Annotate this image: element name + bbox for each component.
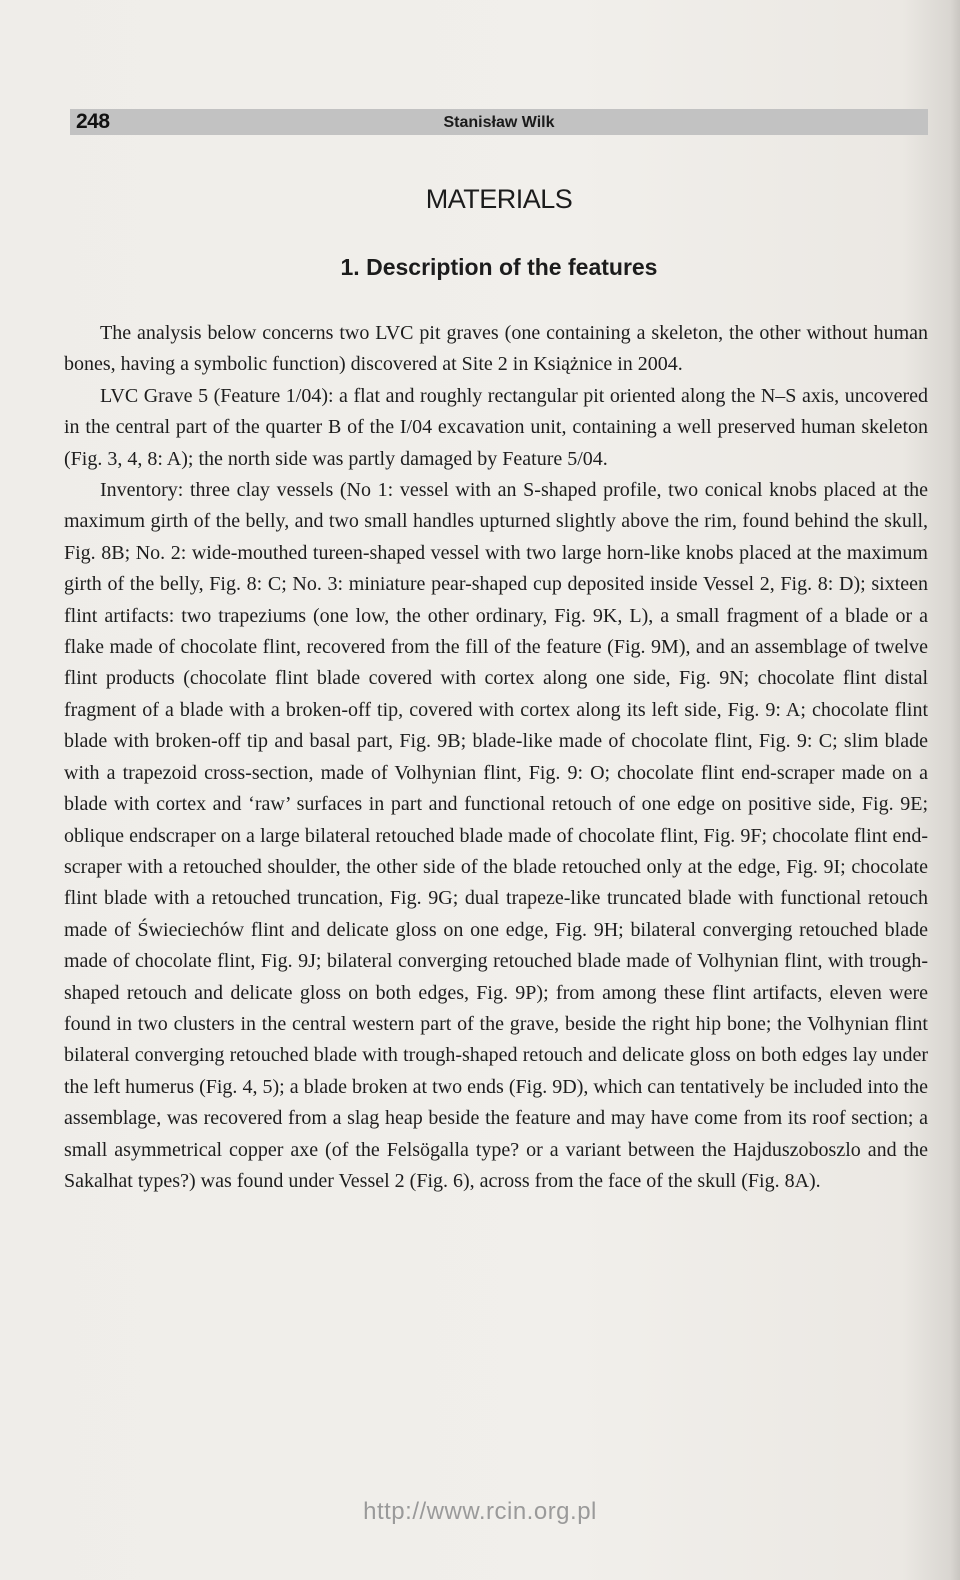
page-number: 248 xyxy=(76,110,110,133)
running-head-author: Stanisław Wilk xyxy=(443,114,555,131)
section-title: MATERIALS xyxy=(425,184,573,214)
footer-url: http://www.rcin.org.pl xyxy=(363,1498,597,1525)
body-text xyxy=(64,318,928,1197)
running-header xyxy=(70,109,928,135)
paragraph-intro: The analysis below concerns two LVC pit graves (one containing a skeleton, the other without human bones, having a symbolic function) discovered at Site 2 in Książnice in 2004. xyxy=(64,322,928,376)
subsection-title: 1. Description of the features xyxy=(340,254,658,280)
paragraph-grave-5: LVC Grave 5 (Feature 1/04): a flat and roughly rectangular pit oriented along the N–S axis, uncovered in the central part of the quarter B of the I/04 excavation unit, containing a well preserved human skeleton (Fig. 3, 4, 8: A); the north side was partly damaged by Feature 5/04. xyxy=(64,384,928,470)
paragraph-inventory: Inventory: three clay vessels (No 1: vessel with an S-shaped profile, two conical knobs placed at the maximum girth of the belly, and two small handles upturned slightly above the rim, found behind the skull, Fig. 8B; No. 2: wide-mouthed tureen-shaped vessel with two large horn-like knobs placed at the maximum girth of the belly, Fig. 8: C; No. 3: miniature pear-shaped cup deposited inside Vessel 2, Fig. 8: D); sixteen flint artifacts: two trapeziums (one low, the other ordinary, Fig. 9K, L), a small fragment of a blade or a flake made of chocolate flint, recovered from the fill of the feature (Fig. 9M), and an assemblage of twelve flint products (chocolate flint blade covered with cortex along one side, Fig. 9N; chocolate flint distal fragment of a blade with a broken-off tip, covered with cortex along its left side, Fig. 9: A; chocolate flint blade with broken-off tip and basal part, Fig. 9B; blade-like made of chocolate flint, Fig. 9: C; slim blade with a trapezoid cross-section, made of Volhynian flint, Fig. 9: O; chocolate flint end-scraper made on a blade with cortex and ‘raw’ surfaces in part and functional retouch of one edge on positive side, Fig. 9E; oblique endscraper on a large bilateral retouched blade made of chocolate flint, Fig. 9F; chocolate flint end-scraper with a retouched shoulder, the other side of the blade retouched only at the edge, Fig. 9I; chocolate flint blade with a retouched truncation, Fig. 9G; dual trapeze-like truncated blade with functional retouch made of Świeciechów flint and delicate gloss on one edge, Fig. 9H; bilateral converging retouched blade made of chocolate flint, Fig. 9J; bilateral converging retouched blade made of Volhynian flint, with trough-shaped retouch and delicate gloss on both edges, Fig. 9P); from among these flint artifacts, eleven were found in two clusters in the central western part of the grave, beside the right hip bone; the Volhynian flint bilateral converging retouched blade with trough-shaped retouch and delicate gloss on both edges lay under the left humerus (Fig. 4, 5); a blade broken at two ends (Fig. 9D), which can tentatively be included into the assemblage, was recovered from a slag heap beside the feature and may have come from its roof section; a small asymmetrical copper axe (of the Felsögalla type? or a variant between the Hajduszoboszlo and the Sakalhat types?) was found under Vessel 2 (Fig. 6), across from the face of the skull (Fig. 8A). xyxy=(64,479,928,1192)
